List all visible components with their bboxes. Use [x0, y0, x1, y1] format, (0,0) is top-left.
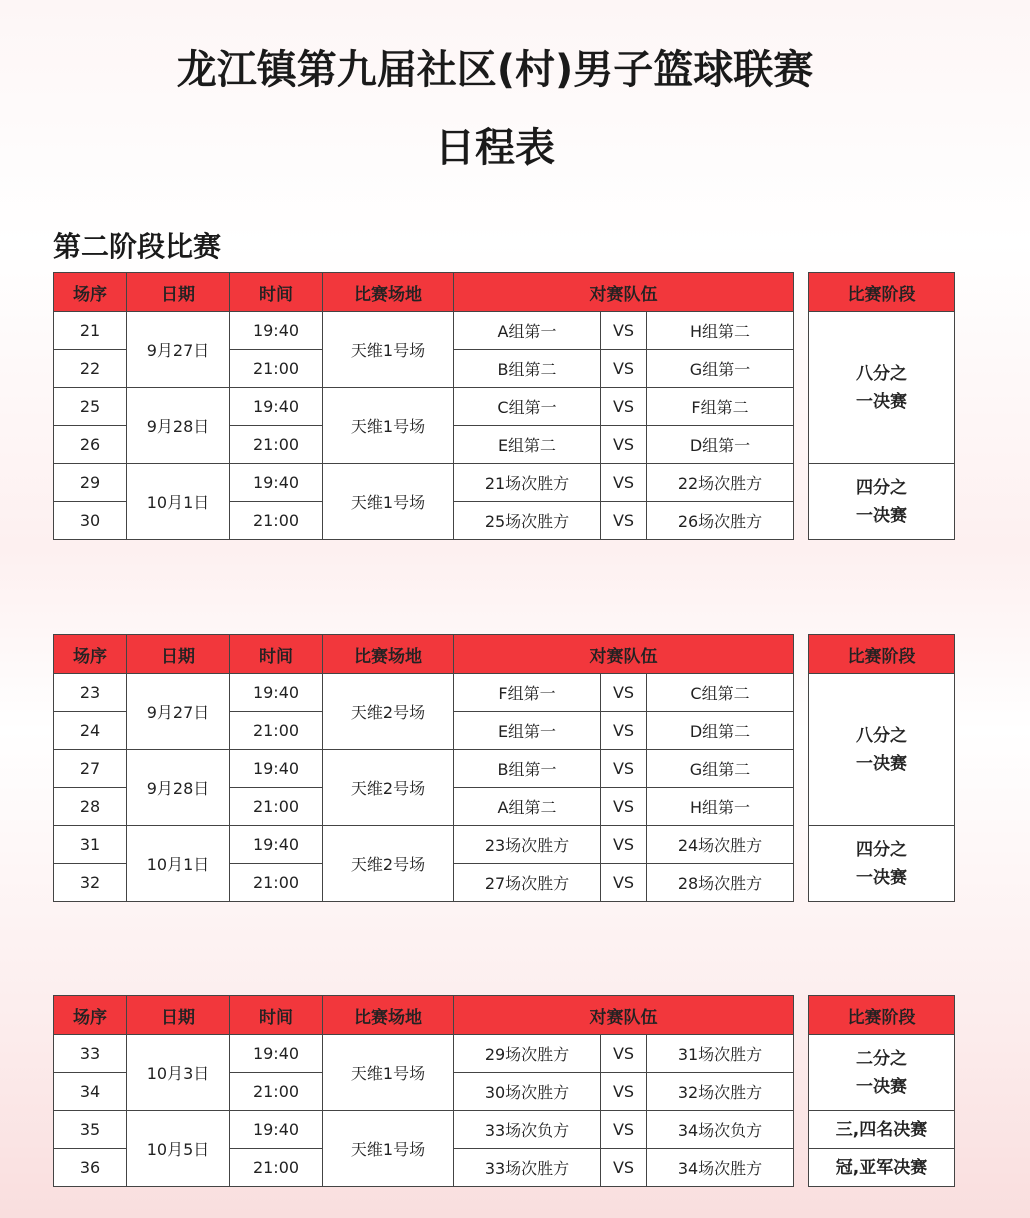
match-date: 9月27日: [127, 674, 230, 750]
match-date: 10月1日: [127, 464, 230, 540]
vs-label: VS: [601, 1111, 647, 1149]
team-b: F组第二: [647, 388, 794, 426]
header-date: 日期: [127, 273, 230, 312]
header-date: 日期: [127, 996, 230, 1035]
team-a: A组第一: [454, 312, 601, 350]
match-no: 21: [54, 312, 127, 350]
schedule-table: [53, 995, 794, 1187]
header-no: 场序: [54, 273, 127, 312]
header-stage: 比赛阶段: [809, 635, 955, 674]
team-b: 34场次胜方: [647, 1149, 794, 1187]
match-time: 21:00: [230, 502, 323, 540]
header-row: [54, 635, 794, 674]
match-date: 10月1日: [127, 826, 230, 902]
vs-label: VS: [601, 1149, 647, 1187]
match-no: 31: [54, 826, 127, 864]
vs-label: VS: [601, 1035, 647, 1073]
match-no: 30: [54, 502, 127, 540]
team-b: 31场次胜方: [647, 1035, 794, 1073]
header-row: [54, 996, 794, 1035]
vs-label: VS: [601, 826, 647, 864]
match-time: 21:00: [230, 350, 323, 388]
match-no: 35: [54, 1111, 127, 1149]
match-no: 29: [54, 464, 127, 502]
header-teams: 对赛队伍: [454, 996, 794, 1035]
header-row: [809, 635, 955, 674]
team-a: 23场次胜方: [454, 826, 601, 864]
match-date: 9月28日: [127, 750, 230, 826]
vs-label: VS: [601, 502, 647, 540]
stage-label: 四分之 一决赛: [809, 464, 955, 540]
match-no: 25: [54, 388, 127, 426]
vs-label: VS: [601, 464, 647, 502]
match-date: 10月5日: [127, 1111, 230, 1187]
match-no: 23: [54, 674, 127, 712]
schedule-table: [53, 634, 794, 902]
team-b: 24场次胜方: [647, 826, 794, 864]
team-a: E组第二: [454, 426, 601, 464]
vs-label: VS: [601, 750, 647, 788]
match-time: 19:40: [230, 1111, 323, 1149]
team-a: C组第一: [454, 388, 601, 426]
vs-label: VS: [601, 312, 647, 350]
header-time: 时间: [230, 273, 323, 312]
header-stage: 比赛阶段: [809, 273, 955, 312]
match-time: 21:00: [230, 864, 323, 902]
stage-table: [808, 995, 955, 1187]
team-b: C组第二: [647, 674, 794, 712]
stage-table: [808, 634, 955, 902]
team-a: 27场次胜方: [454, 864, 601, 902]
team-a: 33场次胜方: [454, 1149, 601, 1187]
header-stage: 比赛阶段: [809, 996, 955, 1035]
match-no: 27: [54, 750, 127, 788]
stage-row: [809, 1111, 955, 1149]
team-a: 25场次胜方: [454, 502, 601, 540]
team-b: 34场次负方: [647, 1111, 794, 1149]
match-no: 28: [54, 788, 127, 826]
stage-label: 二分之 一决赛: [809, 1035, 955, 1111]
match-no: 22: [54, 350, 127, 388]
vs-label: VS: [601, 864, 647, 902]
stage-label: 四分之 一决赛: [809, 826, 955, 902]
header-row: [54, 273, 794, 312]
team-a: 30场次胜方: [454, 1073, 601, 1111]
table-row: [54, 388, 794, 426]
page-title: 龙江镇第九届社区(村)男子篮球联赛: [176, 47, 814, 93]
header-no: 场序: [54, 635, 127, 674]
header-venue: 比赛场地: [323, 273, 454, 312]
vs-label: VS: [601, 712, 647, 750]
match-time: 19:40: [230, 464, 323, 502]
match-time: 19:40: [230, 1035, 323, 1073]
match-no: 24: [54, 712, 127, 750]
match-time: 21:00: [230, 788, 323, 826]
team-b: G组第一: [647, 350, 794, 388]
match-no: 26: [54, 426, 127, 464]
header-no: 场序: [54, 996, 127, 1035]
team-a: 29场次胜方: [454, 1035, 601, 1073]
table-row: [54, 1111, 794, 1149]
vs-label: VS: [601, 388, 647, 426]
vs-label: VS: [601, 1073, 647, 1111]
match-no: 32: [54, 864, 127, 902]
match-no: 36: [54, 1149, 127, 1187]
match-no: 34: [54, 1073, 127, 1111]
header-venue: 比赛场地: [323, 635, 454, 674]
table-row: [54, 312, 794, 350]
vs-label: VS: [601, 350, 647, 388]
match-time: 19:40: [230, 312, 323, 350]
team-a: B组第一: [454, 750, 601, 788]
header-teams: 对赛队伍: [454, 635, 794, 674]
match-time: 19:40: [230, 674, 323, 712]
match-venue: 天维1号场: [323, 388, 454, 464]
team-a: 21场次胜方: [454, 464, 601, 502]
match-venue: 天维2号场: [323, 674, 454, 750]
match-time: 19:40: [230, 750, 323, 788]
match-venue: 天维1号场: [323, 312, 454, 388]
match-venue: 天维1号场: [323, 1111, 454, 1187]
match-date: 9月28日: [127, 388, 230, 464]
table-row: [54, 464, 794, 502]
schedule-table: [53, 272, 794, 540]
vs-label: VS: [601, 674, 647, 712]
team-a: F组第一: [454, 674, 601, 712]
stage-label: 冠,亚军决赛: [809, 1149, 955, 1187]
match-time: 21:00: [230, 1073, 323, 1111]
match-venue: 天维1号场: [323, 1035, 454, 1111]
header-teams: 对赛队伍: [454, 273, 794, 312]
team-b: 28场次胜方: [647, 864, 794, 902]
header-venue: 比赛场地: [323, 996, 454, 1035]
vs-label: VS: [601, 426, 647, 464]
team-b: G组第二: [647, 750, 794, 788]
table-row: [54, 1035, 794, 1073]
team-a: 33场次负方: [454, 1111, 601, 1149]
team-a: B组第二: [454, 350, 601, 388]
match-no: 33: [54, 1035, 127, 1073]
match-venue: 天维1号场: [323, 464, 454, 540]
team-b: D组第二: [647, 712, 794, 750]
match-venue: 天维2号场: [323, 750, 454, 826]
stage-label: 三,四名决赛: [809, 1111, 955, 1149]
team-a: E组第一: [454, 712, 601, 750]
vs-label: VS: [601, 788, 647, 826]
table-row: [54, 750, 794, 788]
match-time: 19:40: [230, 826, 323, 864]
match-time: 21:00: [230, 426, 323, 464]
stage-row: [809, 1149, 955, 1187]
match-date: 10月3日: [127, 1035, 230, 1111]
table-row: [54, 674, 794, 712]
team-b: 26场次胜方: [647, 502, 794, 540]
team-b: H组第一: [647, 788, 794, 826]
section-heading: 第二阶段比赛: [53, 230, 222, 263]
table-row: [54, 826, 794, 864]
stage-label: 八分之 一决赛: [809, 312, 955, 464]
stage-label: 八分之 一决赛: [809, 674, 955, 826]
header-row: [809, 273, 955, 312]
stage-table: [808, 272, 955, 540]
team-b: H组第二: [647, 312, 794, 350]
match-time: 21:00: [230, 712, 323, 750]
match-time: 21:00: [230, 1149, 323, 1187]
header-row: [809, 996, 955, 1035]
team-b: 22场次胜方: [647, 464, 794, 502]
match-date: 9月27日: [127, 312, 230, 388]
match-venue: 天维2号场: [323, 826, 454, 902]
header-time: 时间: [230, 635, 323, 674]
header-time: 时间: [230, 996, 323, 1035]
page-subtitle: 日程表: [435, 125, 555, 171]
team-b: D组第一: [647, 426, 794, 464]
team-b: 32场次胜方: [647, 1073, 794, 1111]
team-a: A组第二: [454, 788, 601, 826]
header-date: 日期: [127, 635, 230, 674]
match-time: 19:40: [230, 388, 323, 426]
